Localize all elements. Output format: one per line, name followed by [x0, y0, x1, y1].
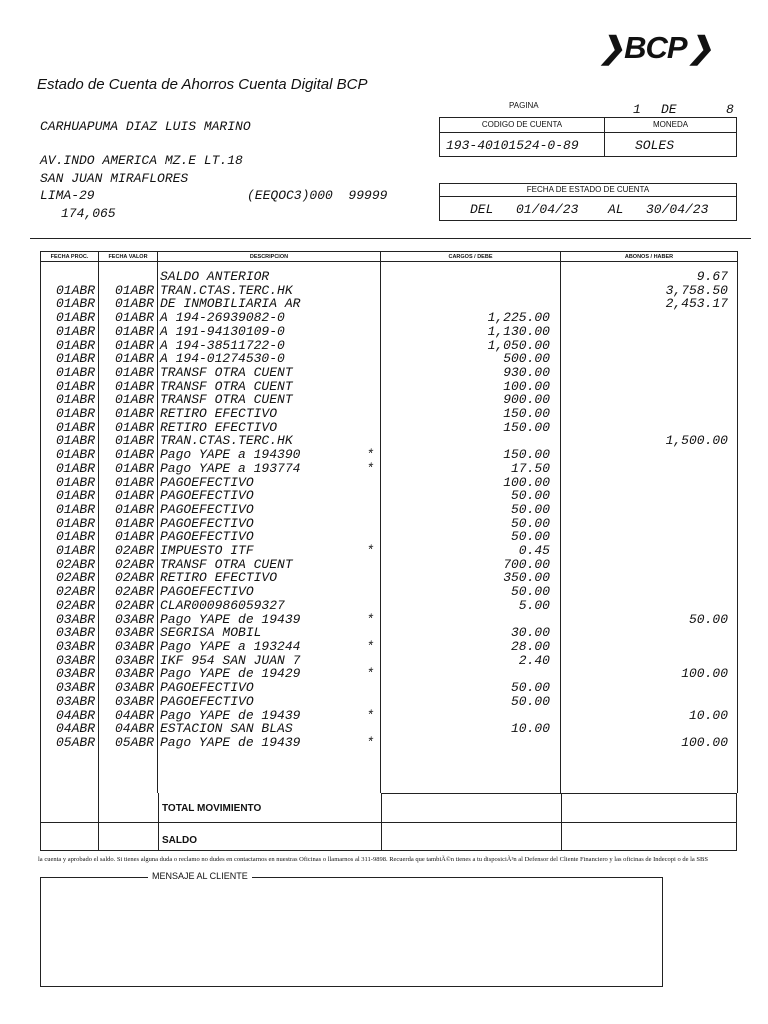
table-cell: 1,225.00: [487, 310, 550, 326]
table-cell: 150.00: [503, 406, 550, 422]
table-cell: 150.00: [503, 419, 550, 435]
table-cell: RETIRO EFECTIVO: [160, 570, 278, 586]
table-cell: PAGOEFECTIVO: [160, 680, 254, 696]
table-cell: [366, 434, 374, 448]
table-cell: 03ABR: [114, 680, 154, 696]
table-cell: [561, 393, 728, 407]
table-cell: [366, 297, 374, 311]
table-cell: 03ABR: [114, 693, 154, 709]
table-cell: 50.00: [510, 529, 550, 545]
table-cell: 01ABR: [55, 529, 95, 545]
table-cell: [381, 613, 550, 627]
table-cell: 02ABR: [55, 597, 95, 613]
table-cell: [366, 654, 374, 668]
table-cell: 03ABR: [55, 666, 95, 682]
table-cell: 03ABR: [55, 680, 95, 696]
table-cell: TRAN.CTAS.TERC.HK: [160, 282, 293, 298]
table-cell: [561, 366, 728, 380]
table-cell: 10.00: [510, 721, 550, 737]
table-cell: 1,130.00: [487, 323, 550, 339]
table-cell: 01ABR: [55, 501, 95, 517]
table-cell: 05ABR: [55, 734, 95, 750]
table-cell: SALDO ANTERIOR: [160, 269, 270, 284]
table-cell: [561, 339, 728, 353]
table-cell: [561, 421, 728, 435]
table-cell: 17.50: [510, 460, 550, 476]
table-cell: 10.00: [688, 707, 728, 723]
table-cell: *: [366, 460, 374, 476]
client-message-label: MENSAJE AL CLIENTE: [148, 871, 252, 881]
table-cell: 01ABR: [114, 378, 154, 394]
table-cell: 700.00: [503, 556, 550, 572]
table-cell: A 191-94130109-0: [160, 323, 285, 339]
table-cell: [561, 448, 728, 462]
table-cell: 01ABR: [114, 460, 154, 476]
table-cell: [366, 503, 374, 517]
page-total: 8: [726, 102, 734, 117]
document-title: Estado de Cuenta de Ahorros Cuenta Digital BCP: [37, 76, 368, 93]
table-cell: [366, 407, 374, 421]
column-fecha-valor: [99, 262, 157, 750]
table-cell: 03ABR: [55, 625, 95, 641]
column-fecha-proc: [41, 262, 98, 750]
header-divider: [30, 238, 751, 239]
table-cell: [366, 489, 374, 503]
table-cell: [561, 530, 728, 544]
table-cell: TRANSF OTRA CUENT: [160, 392, 293, 408]
table-cell: Pago YAPE a 193774: [160, 460, 301, 476]
table-cell: 100.00: [503, 474, 550, 490]
table-cell: [366, 517, 374, 531]
table-cell: 01ABR: [114, 323, 154, 339]
table-cell: Pago YAPE de 19439: [160, 611, 301, 627]
movements-table: [40, 251, 738, 793]
page-of: DE: [661, 102, 677, 117]
table-cell: [366, 530, 374, 544]
table-cell: [561, 599, 728, 613]
table-cell: 2,453.17: [665, 296, 728, 312]
table-cell: [366, 380, 374, 394]
table-cell: [561, 462, 728, 476]
table-cell: 30.00: [510, 625, 550, 641]
table-cell: 5.00: [518, 597, 550, 613]
table-cell: [99, 270, 154, 284]
table-cell: 1,500.00: [665, 433, 728, 449]
table-cell: TRANSF OTRA CUENT: [160, 364, 293, 380]
header-fecha-valor: FECHA VALOR: [99, 252, 158, 262]
table-cell: Pago YAPE de 19439: [160, 707, 301, 723]
bcp-logo: [598, 30, 723, 66]
table-cell: 01ABR: [114, 529, 154, 545]
table-cell: 01ABR: [114, 296, 154, 312]
table-cell: Pago YAPE de 19439: [160, 734, 301, 750]
table-cell: Pago YAPE a 194390: [160, 447, 301, 463]
table-cell: 03ABR: [114, 652, 154, 668]
table-cell: A 194-38511722-0: [160, 337, 285, 353]
table-cell: 01ABR: [55, 378, 95, 394]
table-cell: 03ABR: [55, 611, 95, 627]
table-cell: 50.00: [510, 584, 550, 600]
table-cell: PAGOEFECTIVO: [160, 529, 254, 545]
column-itf-flag: [366, 270, 374, 750]
table-cell: [561, 476, 728, 490]
currency-box: [604, 117, 737, 157]
table-cell: [366, 352, 374, 366]
table-cell: 01ABR: [114, 337, 154, 353]
table-cell: [561, 722, 728, 736]
table-cell: 01ABR: [55, 447, 95, 463]
table-cell: [366, 571, 374, 585]
saldo-row: [40, 822, 737, 851]
account-code: 193-40101524-0-89: [446, 138, 579, 153]
table-cell: [366, 681, 374, 695]
table-cell: 02ABR: [55, 570, 95, 586]
table-cell: 01ABR: [114, 501, 154, 517]
table-cell: PAGOEFECTIVO: [160, 584, 254, 600]
table-cell: 01ABR: [114, 515, 154, 531]
table-cell: *: [366, 666, 374, 682]
table-cell: 01ABR: [114, 474, 154, 490]
table-cell: TRANSF OTRA CUENT: [160, 556, 293, 572]
table-cell: 01ABR: [114, 351, 154, 367]
client-address-line2: SAN JUAN MIRAFLORES: [40, 171, 189, 186]
table-cell: Pago YAPE de 19429: [160, 666, 301, 682]
account-code-label: CODIGO DE CUENTA: [440, 118, 604, 133]
table-cell: [561, 544, 728, 558]
table-cell: *: [366, 707, 374, 723]
table-cell: A 194-01274530-0: [160, 351, 285, 367]
table-cell: [366, 366, 374, 380]
table-cell: [561, 517, 728, 531]
table-cell: [366, 558, 374, 572]
table-cell: 01ABR: [55, 433, 95, 449]
table-cell: 01ABR: [55, 364, 95, 380]
table-cell: 350.00: [503, 570, 550, 586]
account-code-box: [439, 117, 605, 157]
table-cell: 9.67: [696, 269, 728, 284]
footer-note: la cuenta y aprobado el saldo. Si tienes alguna duda o reclamo no dudes en contactarnos en nuestras Oficinas o llamarnos al 311-9898. Recuerda que tambiÃ©n tienes a tu disposiciÃ³n al Defensor del Cliente Financiero y las oficinas de Indecopi o de la SBS: [38, 856, 708, 863]
table-cell: IKF 954 SAN JUAN 7: [160, 652, 301, 668]
table-cell: 03ABR: [114, 638, 154, 654]
table-cell: 100.00: [503, 378, 550, 394]
table-cell: 01ABR: [55, 392, 95, 408]
table-cell: TRANSF OTRA CUENT: [160, 378, 293, 394]
table-cell: [561, 585, 728, 599]
table-cell: [561, 380, 728, 394]
table-cell: 01ABR: [55, 488, 95, 504]
table-cell: 04ABR: [55, 707, 95, 723]
table-cell: IMPUESTO ITF: [160, 543, 254, 559]
table-cell: [381, 270, 550, 284]
table-cell: 01ABR: [55, 323, 95, 339]
table-cell: 50.00: [510, 680, 550, 696]
table-cell: 01ABR: [114, 364, 154, 380]
table-cell: 01ABR: [55, 351, 95, 367]
client-address-code: (EEQOC3)000 99999: [247, 188, 388, 203]
table-cell: [41, 270, 95, 284]
table-cell: SEGRISA MOBIL: [160, 625, 262, 641]
table-cell: [366, 476, 374, 490]
total-row: [40, 793, 737, 823]
table-cell: Pago YAPE a 193244: [160, 638, 301, 654]
table-cell: 100.00: [681, 734, 728, 750]
table-cell: 04ABR: [55, 721, 95, 737]
table-cell: 04ABR: [114, 707, 154, 723]
column-cargos: [381, 262, 560, 750]
currency-label: MONEDA: [605, 118, 736, 133]
table-cell: A 194-26939082-0: [160, 310, 285, 326]
table-cell: 50.00: [510, 501, 550, 517]
table-cell: 01ABR: [114, 488, 154, 504]
table-cell: [561, 695, 728, 709]
table-cell: 50.00: [510, 488, 550, 504]
table-cell: 01ABR: [55, 296, 95, 312]
table-cell: [561, 681, 728, 695]
currency-value: SOLES: [635, 138, 675, 153]
table-cell: [381, 736, 550, 750]
table-cell: 50.00: [688, 611, 728, 627]
header-descripcion: DESCRIPCION: [158, 252, 381, 262]
period-to-label: AL: [608, 202, 624, 217]
table-cell: 01ABR: [114, 433, 154, 449]
table-cell: 03ABR: [55, 693, 95, 709]
client-message-box: [40, 877, 663, 987]
table-cell: 3,758.50: [665, 282, 728, 298]
table-cell: PAGOEFECTIVO: [160, 693, 254, 709]
table-cell: 1,050.00: [487, 337, 550, 353]
table-cell: *: [366, 611, 374, 627]
page-current: 1: [633, 102, 641, 117]
period-from: 01/04/23: [516, 202, 579, 217]
table-cell: PAGOEFECTIVO: [160, 474, 254, 490]
table-cell: [366, 339, 374, 353]
table-cell: 04ABR: [114, 721, 154, 737]
table-cell: [381, 434, 550, 448]
client-address-line4: 174,065: [61, 206, 116, 221]
period-label: FECHA DE ESTADO DE CUENTA: [440, 184, 736, 197]
table-cell: 02ABR: [114, 543, 154, 559]
table-cell: CLAR000986059327: [160, 597, 285, 613]
table-cell: RETIRO EFECTIVO: [160, 419, 278, 435]
logo-chevron-icon: ❯: [687, 31, 712, 65]
table-cell: *: [366, 638, 374, 654]
table-cell: 900.00: [503, 392, 550, 408]
table-cell: 02ABR: [114, 556, 154, 572]
table-cell: PAGOEFECTIVO: [160, 501, 254, 517]
table-cell: 500.00: [503, 351, 550, 367]
table-cell: 02ABR: [114, 570, 154, 586]
table-cell: [561, 640, 728, 654]
table-cell: 05ABR: [114, 734, 154, 750]
table-cell: 01ABR: [114, 447, 154, 463]
header-cargos: CARGOS / DEBE: [381, 252, 561, 262]
table-cell: 01ABR: [55, 543, 95, 559]
table-cell: PAGOEFECTIVO: [160, 488, 254, 504]
table-cell: [561, 407, 728, 421]
table-cell: 01ABR: [114, 419, 154, 435]
table-cell: RETIRO EFECTIVO: [160, 406, 278, 422]
total-movement-label: TOTAL MOVIMIENTO: [162, 803, 262, 814]
header-fecha-proc: FECHA PROC.: [41, 252, 99, 262]
table-cell: [561, 571, 728, 585]
table-header-row: [41, 252, 738, 262]
table-cell: [561, 654, 728, 668]
table-cell: 01ABR: [55, 310, 95, 326]
table-cell: 01ABR: [55, 419, 95, 435]
table-cell: [561, 311, 728, 325]
table-cell: [366, 695, 374, 709]
table-cell: 930.00: [503, 364, 550, 380]
table-cell: 01ABR: [114, 392, 154, 408]
table-cell: [366, 421, 374, 435]
table-cell: [366, 311, 374, 325]
table-cell: 100.00: [681, 666, 728, 682]
table-cell: 02ABR: [55, 556, 95, 572]
table-cell: 02ABR: [114, 597, 154, 613]
table-cell: 0.45: [518, 543, 550, 559]
table-cell: [366, 325, 374, 339]
table-cell: 03ABR: [114, 625, 154, 641]
table-cell: 01ABR: [55, 474, 95, 490]
client-address-line3: LIMA-29: [40, 188, 95, 203]
table-cell: 01ABR: [55, 515, 95, 531]
table-cell: [381, 297, 550, 311]
client-name: CARHUAPUMA DIAZ LUIS MARINO: [40, 119, 251, 134]
table-cell: 28.00: [510, 638, 550, 654]
table-cell: ESTACION SAN BLAS: [160, 721, 293, 737]
table-cell: [561, 352, 728, 366]
table-cell: [561, 489, 728, 503]
table-cell: 2.40: [518, 652, 550, 668]
column-abonos: [561, 262, 737, 750]
table-cell: 01ABR: [114, 310, 154, 326]
period-to: 30/04/23: [646, 202, 709, 217]
logo-chevron-icon: ❯: [599, 31, 624, 65]
table-cell: 01ABR: [55, 406, 95, 422]
table-cell: DE INMOBILIARIA AR: [160, 296, 301, 312]
table-cell: 01ABR: [55, 282, 95, 298]
table-cell: *: [366, 734, 374, 750]
table-cell: 01ABR: [114, 282, 154, 298]
table-cell: [366, 585, 374, 599]
table-cell: 01ABR: [55, 337, 95, 353]
table-cell: *: [366, 543, 374, 559]
table-cell: 03ABR: [55, 638, 95, 654]
table-cell: 03ABR: [55, 652, 95, 668]
table-cell: [381, 709, 550, 723]
table-cell: 150.00: [503, 447, 550, 463]
table-cell: [561, 503, 728, 517]
table-cell: [561, 558, 728, 572]
column-descripcion: [158, 262, 380, 750]
table-cell: 50.00: [510, 693, 550, 709]
table-cell: [561, 626, 728, 640]
table-cell: [381, 284, 550, 298]
period-box: [439, 183, 737, 221]
table-cell: 01ABR: [114, 406, 154, 422]
period-from-label: DEL: [470, 202, 494, 217]
table-cell: 01ABR: [55, 460, 95, 476]
table-cell: 02ABR: [114, 584, 154, 600]
table-cell: 02ABR: [55, 584, 95, 600]
table-cell: [366, 722, 374, 736]
table-cell: [366, 626, 374, 640]
table-cell: [366, 599, 374, 613]
client-address-line1: AV.INDO AMERICA MZ.E LT.18: [40, 153, 243, 168]
table-cell: 50.00: [510, 515, 550, 531]
table-cell: [366, 270, 374, 284]
table-cell: PAGOEFECTIVO: [160, 515, 254, 531]
table-cell: 03ABR: [114, 611, 154, 627]
table-cell: [366, 393, 374, 407]
page-label: PAGINA: [509, 101, 539, 110]
logo-text: BCP: [624, 30, 687, 65]
table-cell: [381, 667, 550, 681]
table-cell: [366, 284, 374, 298]
table-cell: TRAN.CTAS.TERC.HK: [160, 433, 293, 449]
header-abonos: ABONOS / HABER: [561, 252, 738, 262]
table-cell: *: [366, 447, 374, 463]
table-cell: 03ABR: [114, 666, 154, 682]
table-cell: [561, 325, 728, 339]
saldo-label: SALDO: [162, 835, 197, 846]
